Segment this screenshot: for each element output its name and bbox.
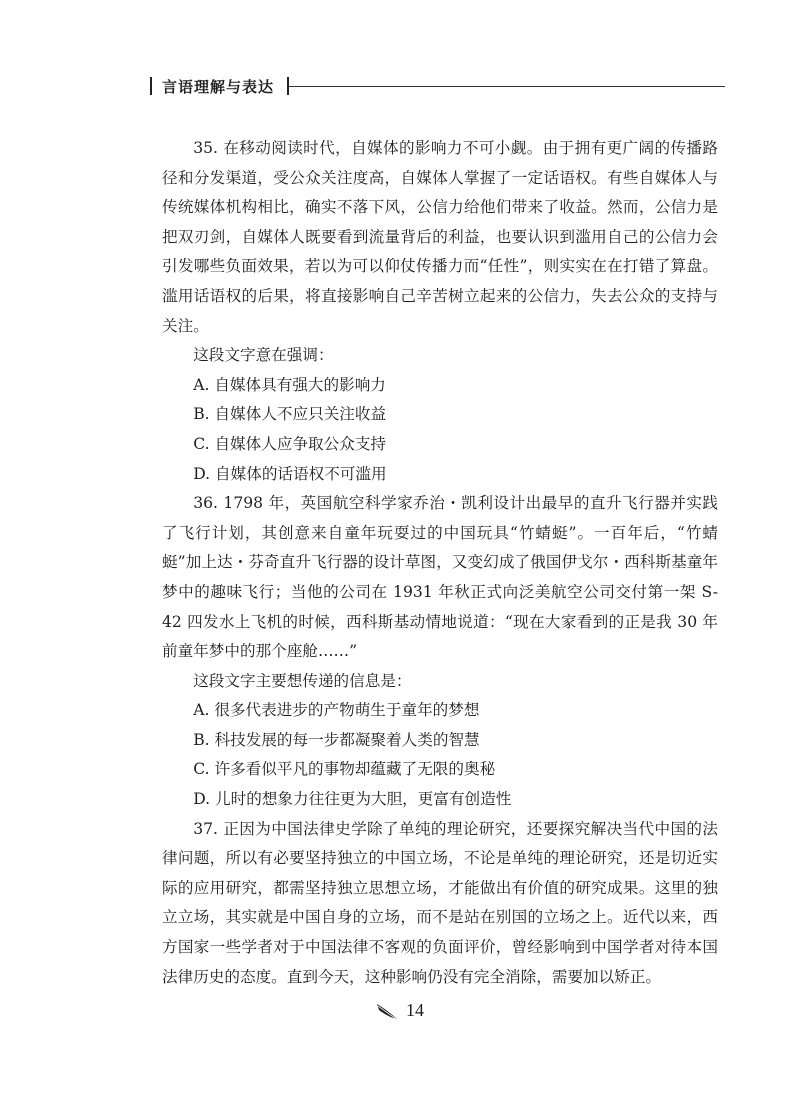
option-c: C. 自媒体人应争取公众支持 [193, 434, 387, 453]
question-stem: 这段文字意在强调： [193, 346, 334, 365]
question-stem: 这段文字主要想传递的信息是： [193, 671, 412, 690]
option-d: D. 儿时的想象力往往更为大胆，更富有创造性 [193, 790, 512, 809]
option-b: B. 自媒体人不应只关注收益 [193, 405, 387, 424]
header-left-bar [150, 77, 152, 95]
question-passage: 37. 正因为中国法律史学除了单纯的理论研究，还要探究解决当代中国的法律问题，所以有必要坚持独立的中国立场，不论是单纯的理论研究，还是切近实际的应用研究，都需坚持独立思想立场，才能做出有价值的研究成果。这里的独立立场，其实就是中国自身的立场，而不是站在别国的立场之上。近代以来，西方国家一些学者对于中国法律不客观的负面评价，曾经影响到中国学者对待本国法律历史的态度。直到今天，这种影响仍没有完全消除，需要加以矫正。 [162, 819, 718, 986]
question-passage: 35. 在移动阅读时代，自媒体的影响力不可小觑。由于拥有更广阔的传播路径和分发渠道，受公众关注度高，自媒体人掌握了一定话语权。有些自媒体人与传统媒体机构相比，确实不落下风，公信力给他们带来了收益。然而，公信力是把双刃剑，自媒体人既要看到流量背后的利益，也要认识到滥用自己的公信力会引发哪些负面效果，若以为可以仰仗传播力而“任性”，则实实在在打错了算盘。滥用话语权的后果，将直接影响自己辛苦树立起来的公信力，失去公众的支持与关注。 [162, 139, 718, 335]
option-c: C. 许多看似平凡的事物却蕴藏了无限的奥秘 [193, 760, 496, 779]
running-header [150, 72, 725, 98]
option-b: B. 科技发展的每一步都凝聚着人类的智慧 [193, 730, 480, 749]
page-number: 14 [406, 1000, 424, 1020]
question-37 [162, 815, 718, 993]
question-36 [162, 489, 718, 815]
option-a: A. 很多代表进步的产物萌生于童年的梦想 [193, 701, 480, 720]
page-footer [0, 1000, 800, 1025]
option-a: A. 自媒体具有强大的影响力 [193, 375, 386, 394]
feather-icon [376, 1001, 398, 1021]
option-d: D. 自媒体的话语权不可滥用 [193, 464, 387, 483]
footer-group [376, 1000, 424, 1021]
header-rule [289, 86, 725, 87]
question-35 [162, 134, 718, 489]
section-title: 言语理解与表达 [162, 78, 275, 96]
page-content [162, 134, 718, 992]
question-passage: 36. 1798 年，英国航空科学家乔治・凯利设计出最早的直升飞行器并实践了飞行计划，其创意来自童年玩耍过的中国玩具“竹蜻蜓”。一百年后，“竹蜻蜓”加上达・芬奇直升飞行器的设计草图，又变幻成了俄国伊戈尔・西科斯基童年梦中的趣味飞行；当他的公司在 1931 年秋正式向泛美航空公司交付第一架 S-42 四发水上飞机的时候，西科斯基动情地说道：“现在大家看到的正是我 30 年前童年梦中的那个座舱……” [162, 494, 718, 661]
